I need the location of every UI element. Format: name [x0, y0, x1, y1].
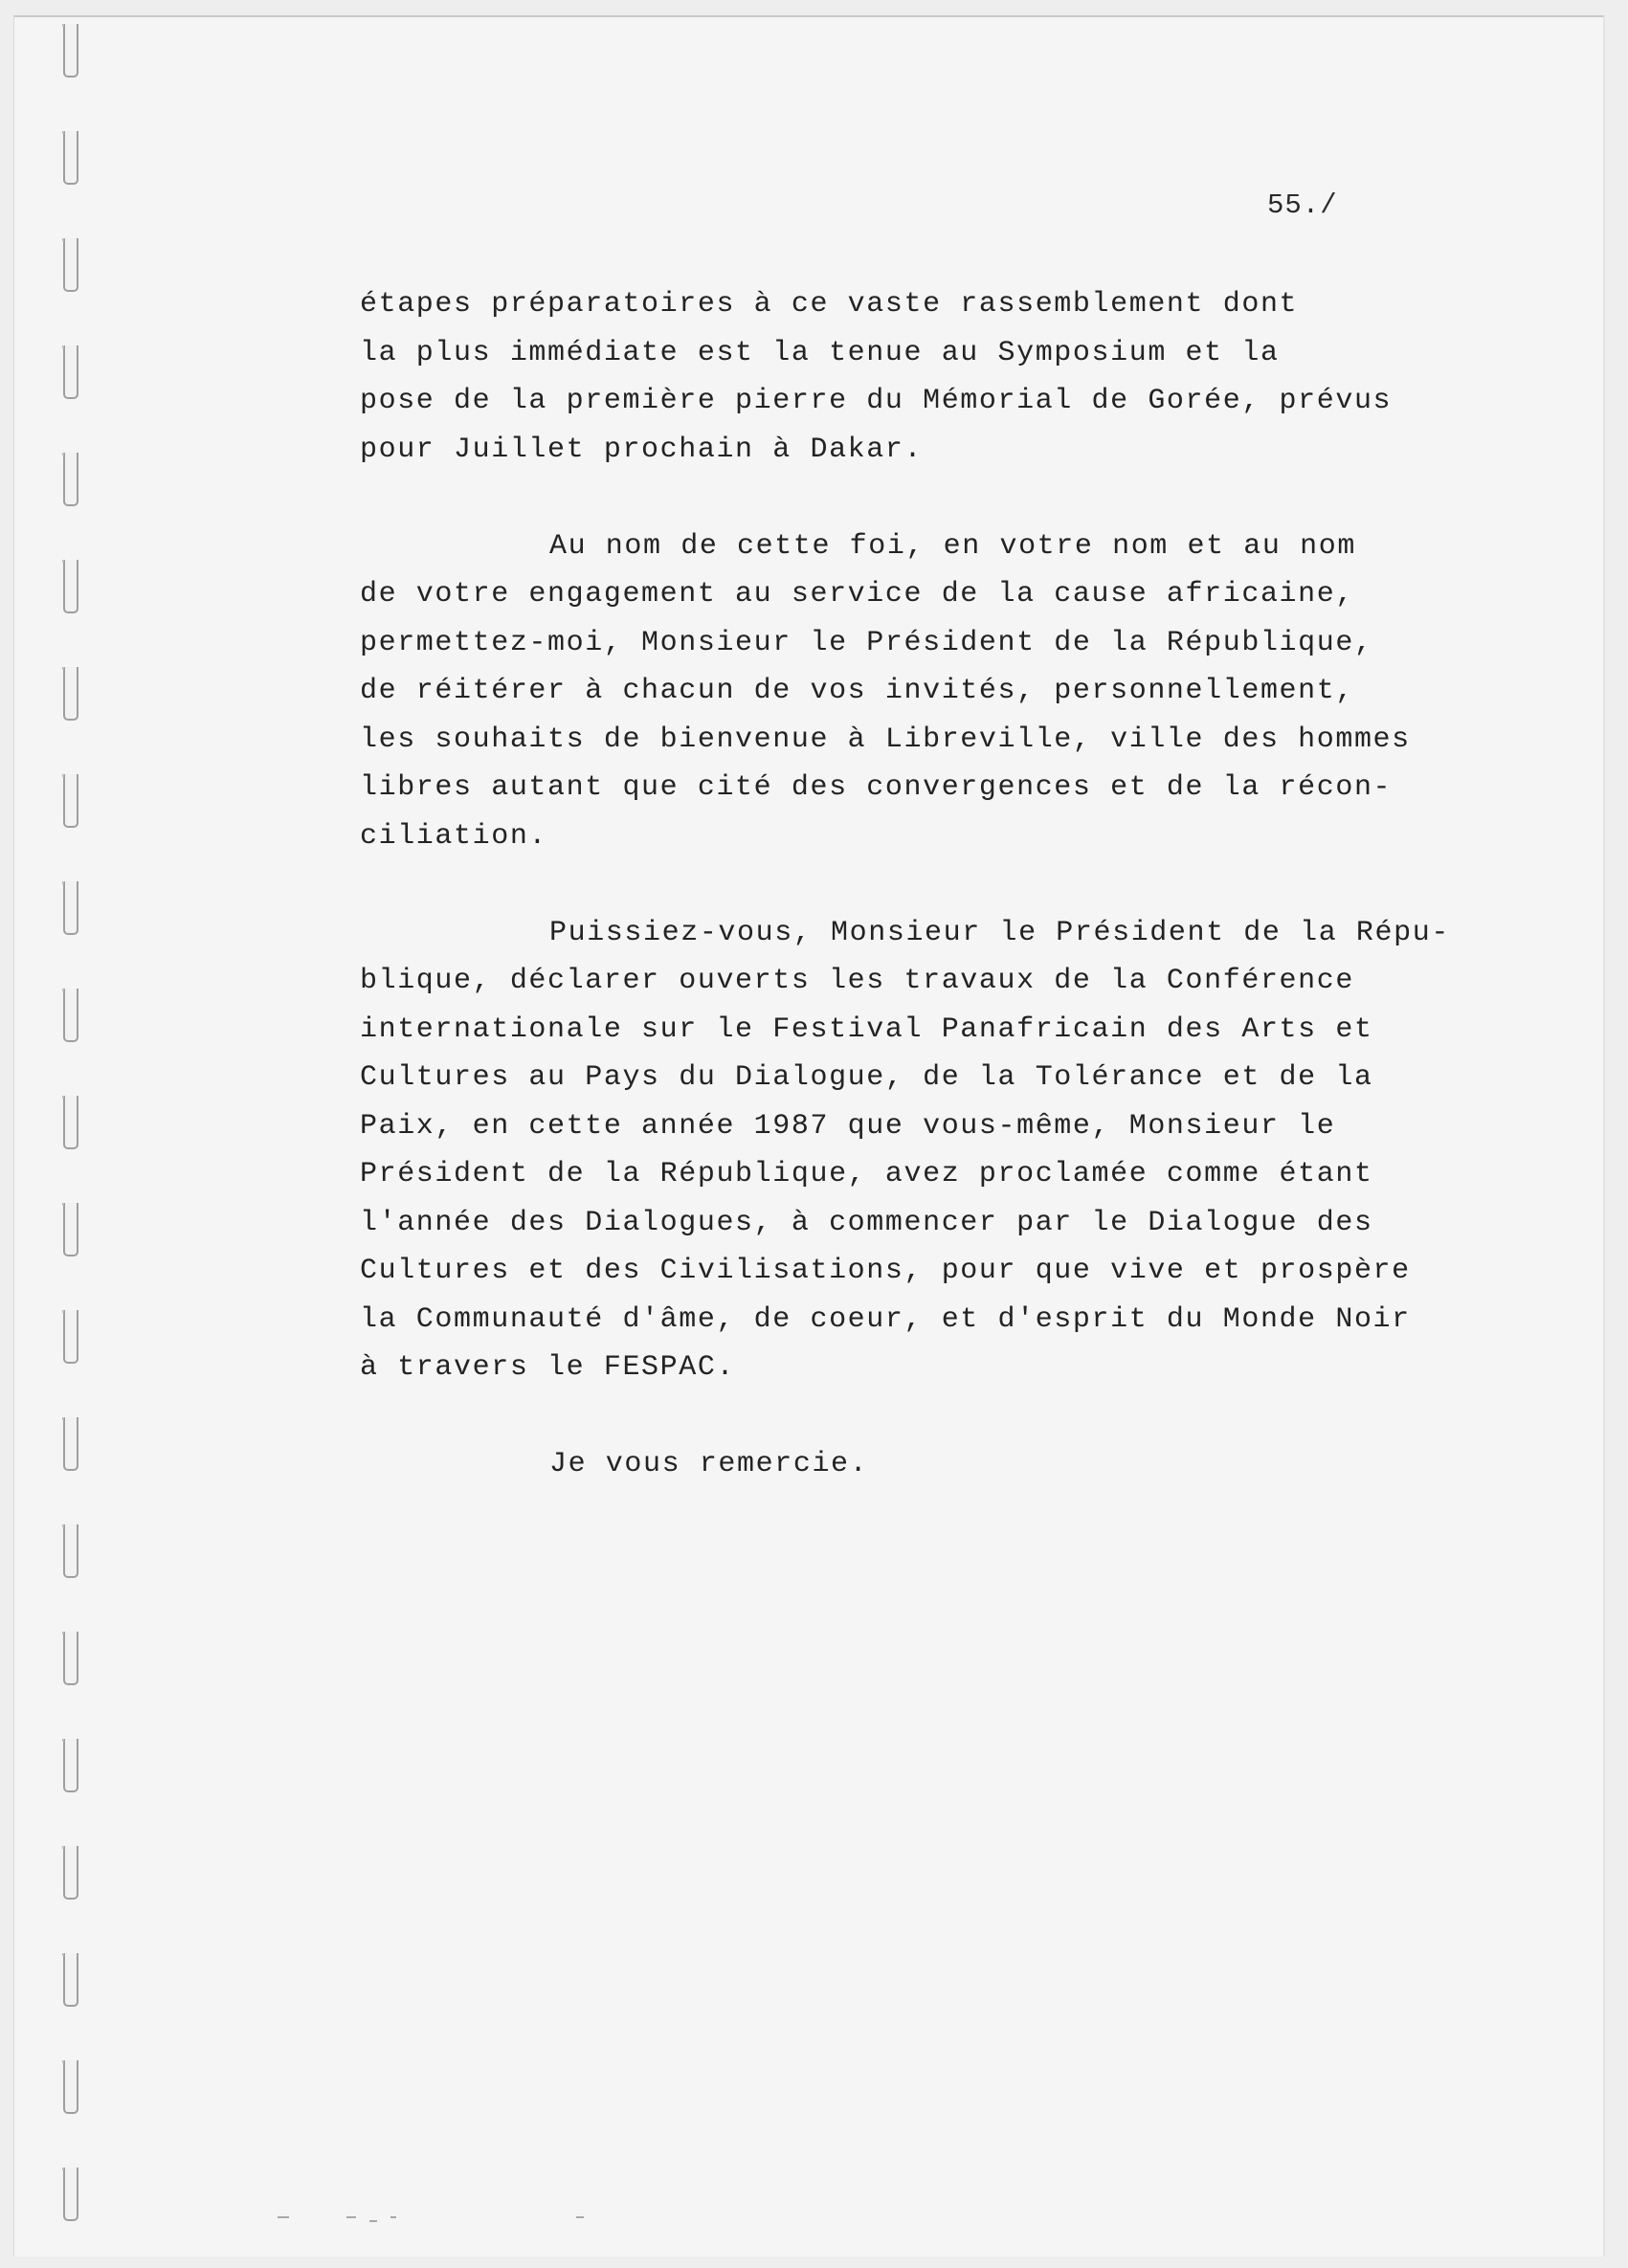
- binder-hole: [63, 774, 78, 828]
- binder-hole: [63, 1846, 78, 1900]
- text-line: Président de la République, avez proclamée comme étant: [360, 1158, 1373, 1190]
- binder-hole: [63, 667, 78, 721]
- binder-hole: [63, 1739, 78, 1792]
- body-text: [360, 280, 1547, 1537]
- scan-speck: [369, 2220, 377, 2222]
- scan-speck: [346, 2216, 356, 2218]
- text-line: permettez-moi, Monsieur le Président de la République,: [360, 626, 1373, 659]
- binder-hole: [63, 1417, 78, 1471]
- binder-hole: [63, 453, 78, 506]
- scan-speck: [278, 2216, 289, 2218]
- binder-hole: [63, 1310, 78, 1364]
- binder-hole: [63, 1203, 78, 1256]
- page-number: 55./: [1267, 189, 1338, 221]
- binder-hole: [63, 2060, 78, 2114]
- binder-hole: [63, 1953, 78, 2007]
- binder-hole: [63, 345, 78, 399]
- text-line: Paix, en cette année 1987 que vous-même, Monsieur le: [360, 1109, 1336, 1143]
- binder-hole: [63, 881, 78, 935]
- text-line: Au nom de cette foi, en votre nom et au nom: [549, 529, 1356, 563]
- text-line: de votre engagement au service de la cause africaine,: [360, 578, 1354, 611]
- text-line: à travers le FESPAC.: [360, 1351, 736, 1384]
- text-line: Je vous remercie.: [549, 1448, 869, 1480]
- binder-hole: [63, 131, 78, 185]
- binder-hole: [63, 1632, 78, 1685]
- text-line: ciliation.: [360, 819, 548, 853]
- paragraph: [360, 1440, 1547, 1489]
- binder-hole: [63, 238, 78, 292]
- scan-speck: [390, 2216, 396, 2218]
- text-line: libres autant que cité des convergences et de la récon-: [360, 771, 1393, 804]
- text-line: étapes préparatoires à ce vaste rassemblement dont: [360, 288, 1299, 321]
- text-line: la Communauté d'âme, de coeur, et d'esprit du Monde Noir: [360, 1302, 1411, 1336]
- binder-holes: [56, 24, 86, 2254]
- binder-hole: [63, 560, 78, 613]
- text-line: Puissiez-vous, Monsieur le Président de la Répu-: [549, 916, 1450, 949]
- text-line: pose de la première pierre du Mémorial de Gorée, prévus: [360, 385, 1393, 417]
- text-line: blique, déclarer ouverts les travaux de la Conférence: [360, 965, 1354, 997]
- text-line: Cultures et des Civilisations, pour que vive et prospère: [360, 1255, 1411, 1287]
- binder-hole: [63, 1096, 78, 1149]
- binder-hole: [63, 989, 78, 1042]
- text-line: pour Juillet prochain à Dakar.: [360, 433, 924, 466]
- paragraph: [360, 280, 1547, 474]
- paragraph: [360, 523, 1547, 861]
- text-line: Cultures au Pays du Dialogue, de la Tolérance et de la: [360, 1061, 1373, 1094]
- text-line: la plus immédiate est la tenue au Symposium et la: [360, 336, 1280, 369]
- text-line: internationale sur le Festival Panafricain des Arts et: [360, 1012, 1373, 1046]
- text-line: l'année des Dialogues, à commencer par le Dialogue des: [360, 1206, 1373, 1239]
- binder-hole: [63, 1524, 78, 1578]
- scan-speck: [576, 2216, 584, 2218]
- binder-hole: [63, 24, 78, 78]
- text-line: de réitérer à chacun de vos invités, personnellement,: [360, 675, 1354, 707]
- scan-specks: [278, 2216, 622, 2226]
- paragraph: [360, 909, 1547, 1392]
- binder-hole: [63, 2168, 78, 2221]
- text-line: les souhaits de bienvenue à Libreville, ville des hommes: [360, 723, 1411, 756]
